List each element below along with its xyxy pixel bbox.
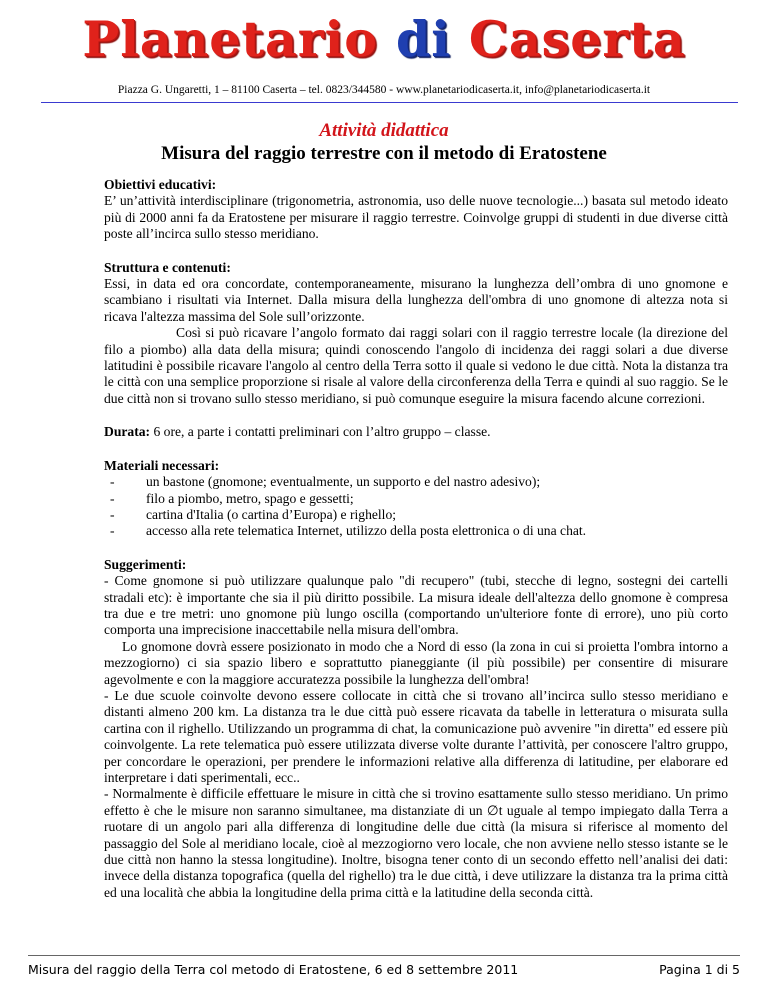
text-suggerimenti-2: Lo gnomone dovrà essere posizionato in modo che a Nord di esso (la zona in cui si proietta l'ombra intorno a mezzogiorno) ci sia spazio libero e soprattutto pianeggiante (il più possibile) per consentire di misurare agevolmente e con la maggiore accuratezza possibile la lunghezza dell'ombra! — [104, 638, 728, 687]
label-obiettivi: Obiettivi educativi: — [104, 177, 217, 192]
list-item: - accesso alla rete telematica Internet, utilizzo della posta elettronica o di una chat. — [110, 523, 587, 539]
section-suggerimenti — [104, 557, 728, 902]
logo-word-caserta: Caserta — [468, 10, 686, 68]
section-durata — [104, 424, 728, 440]
list-item: - cartina d'Italia (o cartina d’Europa) e righello; — [110, 506, 397, 522]
label-materiali: Materiali necessari: — [104, 457, 220, 473]
text-durata: 6 ore, a parte i contatti preliminari con l’altro gruppo – classe. — [150, 424, 491, 440]
title-main: Misura del raggio terrestre con il metodo di Eratostene — [161, 143, 607, 164]
text-obiettivi: E’ un’attività interdisciplinare (trigonometria, astronomia, uso delle nuove tecnologie...) basata sul metodo ideato più di 2000 anni fa da Eratostene per misurare il raggio terrestre. Coinvolge gruppi di studenti in due diverse città poste all’incirca sullo stesso meridiano. — [104, 193, 728, 242]
page-number: Pagina 1 di 5 — [659, 962, 740, 977]
header-divider — [41, 102, 738, 103]
document-title — [0, 119, 768, 165]
document-body — [104, 177, 728, 901]
title-activity: Attività didattica — [319, 120, 449, 141]
label-struttura: Struttura e contenuti: — [104, 259, 231, 275]
logo-word-di: di — [395, 10, 451, 68]
label-suggerimenti: Suggerimenti: — [104, 556, 187, 572]
text-suggerimenti-4: - Normalmente è difficile effettuare le misure in città che si trovino esattamente sullo stesso meridiano. Un primo effetto è che le misure non saranno simultanee, ma distanziate di un ∅t uguale al tempo impiegato dalla Terra a ruotare di un angolo pari alla differenza di longitudine delle due città (la misura si riferisce al momento del passaggio del Sole al meridiano locale, cioè al mezzogiorno vero locale, che non avviene nello stesso istante se le due città non hanno la stessa longitudine). Inoltre, bisogna tener conto di un secondo effetto nell’analisi dei dati: invece della distanza topografica (quella del righello) tra le due città, i deve utilizzare la distanza tra la prima città ed una località che abbia la longitudine della prima città e la latitudine della seconda città. — [104, 786, 728, 900]
materials-list — [104, 474, 728, 540]
planetario-logo — [0, 12, 768, 66]
text-struttura-2: Così si può ricavare l’angolo formato dai raggi solari con il raggio terrestre locale (la direzione del filo a piombo) alla data della misura; quindi conoscendo l'angolo di incidenza dei raggi solari a due diverse latitudini è possibile ricavare l'angolo al centro della Terra sotto il quale si vedono le due città. Nota la distanza tra le città con una semplice proporzione si risale al valore della circonferenza della Terra e quindi al suo raggio. Se le due città non si trovano sullo stesso meridiano, si può comunque eseguire la misura facendo alcune correzioni. — [104, 325, 728, 406]
text-struttura-1: Essi, in data ed ora concordate, contemporaneamente, misurano la lunghezza dell’ombra di uno gnomone e scambiano i risultati via Internet. Dalla misura della lunghezza dell'ombra di uno gnomone di altezza nota si ricava l'altezza massima del Sole sull’orizzonte. — [104, 276, 728, 324]
text-suggerimenti-1: - Come gnomone si può utilizzare qualunque palo "di recupero" (tubi, stecche di legno, sostegni dei cartelli stradali etc): è importante che sia il più diritto possibile. La misura ideale dell'altezza dello gnomone è compresa tra due e tre metri: uno gnomone più lungo oscilla (comportando un'ulteriore fonte di errore), uno più corto comporta una imprecisione inaccettabile nella misura dell'ombra. — [104, 573, 728, 638]
footer-divider — [28, 955, 740, 956]
list-item: - un bastone (gnomone; eventualmente, un supporto e del nastro adesivo); — [110, 474, 541, 490]
text-suggerimenti-3: - Le due scuole coinvolte devono essere collocate in città che si trovano all’incirca sullo stesso meridiano e distanti almeno 200 km. La distanza tra le due città può essere ricavata da tabelle in letteratura o misurata sulla cartina con il righello. Utilizzando un programma di chat, la comunicazione può avvenire "in diretta" ed essere più coinvolgente. La rete telematica può essere utilizzata diverse volte durante l’attività, per conoscere l'altro gruppo, per concordare le operazioni, per prendere le informazioni relative alla differenza di latitudine, per elaborare ed interpretare i dati sperimentali, ecc.. — [104, 687, 728, 785]
logo-word-planetario: Planetario — [82, 10, 378, 68]
section-struttura — [104, 260, 728, 408]
header-address: Piazza G. Ungaretti, 1 – 81100 Caserta – tel. 0823/344580 - www.planetariodicaserta.it, info@planetariodicaserta.it — [117, 84, 651, 96]
label-durata: Durata: — [104, 424, 151, 440]
list-item: - filo a piombo, metro, spago e gessetti; — [110, 490, 354, 506]
section-obiettivi — [104, 177, 728, 243]
footer-title: Misura del raggio della Terra col metodo di Eratostene, 6 ed 8 settembre 2011 — [28, 962, 519, 977]
section-materiali — [104, 458, 728, 540]
